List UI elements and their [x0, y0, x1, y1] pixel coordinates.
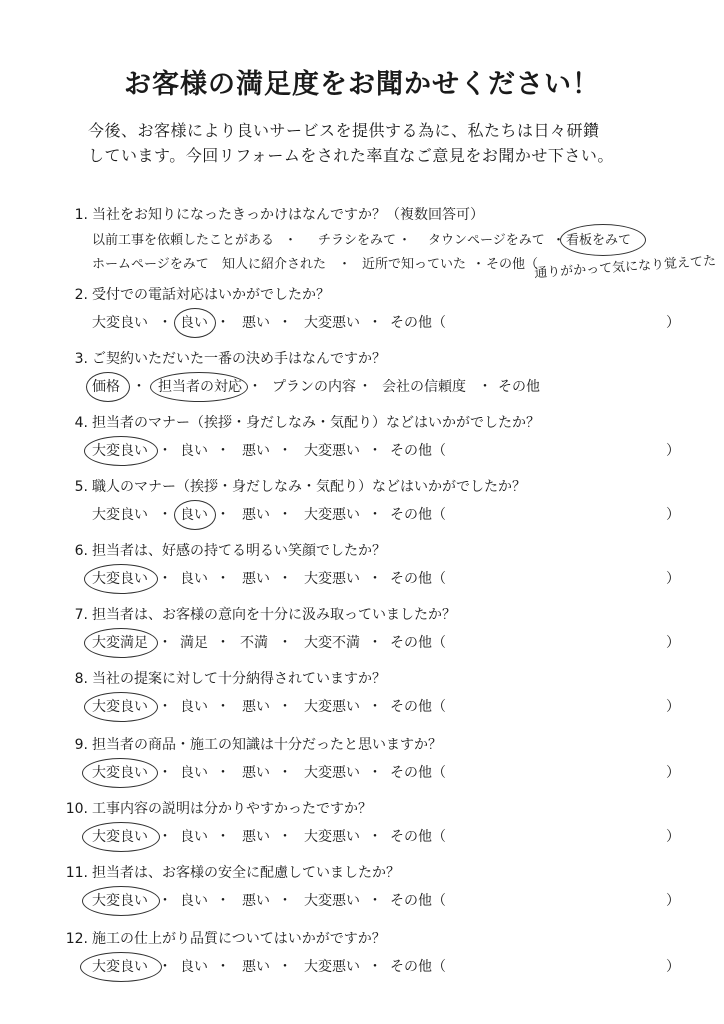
option-very-good[interactable]: 大変良い	[92, 507, 148, 523]
option-signboard[interactable]: 看板をみて	[566, 233, 632, 248]
question-10: 10. 工事内容の説明は分かりやすかったですか？ 大変良い ・ 良い ・ 悪い ・ 大変悪い ・ その他（ ）	[62, 798, 702, 848]
question-9: 9. 担当者の商品・施工の知識は十分だったと思いますか？ 大変良い ・ 良い ・ 悪い ・ 大変悪い ・ その他（ ）	[62, 734, 702, 784]
option-bad[interactable]: 悪い	[242, 443, 270, 459]
option-bad[interactable]: 悪い	[242, 699, 270, 715]
option-very-good[interactable]: 大変良い	[92, 699, 148, 715]
option-bad[interactable]: 悪い	[242, 571, 270, 587]
question-7-options: 大変満足 ・ 満足 ・ 不満 ・ 大変不満 ・ その他（ ）	[92, 632, 702, 654]
question-5: 5. 職人のマナー（挨拶・身だしなみ・気配り）などはいかがでしたか？ 大変良い ・ 良い ・ 悪い ・ 大変悪い ・ その他（ ）	[62, 476, 702, 526]
question-7: 7. 担当者は、お客様の意向を十分に汲み取っていましたか？ 大変満足 ・ 満足 ・ 不満 ・ 大変不満 ・ その他（ ）	[62, 604, 702, 654]
option-other[interactable]: その他（	[486, 257, 539, 272]
option-bad[interactable]: 悪い	[242, 765, 270, 781]
question-1	[62, 204, 717, 282]
question-10-options: 大変良い ・ 良い ・ 悪い ・ 大変悪い ・ その他（ ）	[92, 826, 702, 848]
question-8-options: 大変良い ・ 良い ・ 悪い ・ 大変悪い ・ その他（ ）	[92, 696, 702, 718]
question-12-options: 大変良い ・ 良い ・ 悪い ・ 大変悪い ・ その他（ ）	[92, 956, 702, 978]
option-townpage[interactable]: タウンページをみて	[428, 233, 545, 248]
question-11-options: 大変良い ・ 良い ・ 悪い ・ 大変悪い ・ その他（ ）	[92, 890, 702, 912]
option-satisfied[interactable]: 満足	[180, 635, 208, 651]
handwritten-comment: 通りがかって気になり覚えてた	[533, 253, 717, 282]
option-good[interactable]: 良い	[180, 765, 208, 781]
option-bad[interactable]: 悪い	[242, 507, 270, 523]
question-5-options: 大変良い ・ 良い ・ 悪い ・ 大変悪い ・ その他（ ）	[92, 504, 702, 526]
intro-line-2: しています。今回リフォームをされた率直なご意見をお聞かせ下さい。	[88, 146, 614, 165]
question-3: 3. ご契約いただいた一番の決め手はなんですか？ 価格 ・ 担当者の対応 ・ プランの内容 ・ 会社の信頼度 ・ その他	[62, 348, 702, 398]
question-1-text: 1. 当社をお知りになったきっかけはなんですか？（複数回答可）	[74, 207, 484, 223]
option-bad[interactable]: 悪い	[242, 893, 270, 909]
option-very-bad[interactable]: 大変悪い	[304, 315, 360, 331]
option-trust[interactable]: 会社の信頼度	[382, 379, 466, 395]
option-other[interactable]: その他（	[390, 635, 446, 651]
option-very-good[interactable]: 大変良い	[92, 829, 148, 845]
option-very-bad[interactable]: 大変悪い	[304, 829, 360, 845]
question-6: 6. 担当者は、好感の持てる明るい笑顔でしたか？ 大変良い ・ 良い ・ 悪い ・ 大変悪い ・ その他（ ）	[62, 540, 702, 590]
option-good[interactable]: 良い	[180, 699, 208, 715]
question-6-options: 大変良い ・ 良い ・ 悪い ・ 大変悪い ・ その他（ ）	[92, 568, 702, 590]
option-other[interactable]: その他（	[390, 571, 446, 587]
option-good[interactable]: 良い	[180, 571, 208, 587]
option-bad[interactable]: 悪い	[242, 959, 270, 975]
option-other[interactable]: その他（	[390, 765, 446, 781]
question-9-options: 大変良い ・ 良い ・ 悪い ・ 大変悪い ・ その他（ ）	[92, 762, 702, 784]
option-dissatisfied[interactable]: 不満	[240, 635, 268, 651]
option-very-bad[interactable]: 大変悪い	[304, 893, 360, 909]
option-very-bad[interactable]: 大変悪い	[304, 765, 360, 781]
intro-line-1: 今後、お客様により良いサービスを提供する為に、私たちは日々研鑽	[88, 121, 600, 140]
option-very-good[interactable]: 大変良い	[92, 443, 148, 459]
option-homepage[interactable]: ホームページをみて	[92, 257, 209, 272]
option-very-good[interactable]: 大変良い	[92, 893, 148, 909]
question-2: 2. 受付での電話対応はいかがでしたか？ 大変良い ・ 良い ・ 悪い ・ 大変悪い ・ その他（ ）	[62, 284, 702, 334]
option-plan[interactable]: プランの内容	[272, 379, 356, 395]
option-good[interactable]: 良い	[180, 959, 208, 975]
option-staff-response[interactable]: 担当者の対応	[158, 379, 242, 395]
option-very-good[interactable]: 大変良い	[92, 959, 148, 975]
option-other[interactable]: その他（	[390, 829, 446, 845]
option-other[interactable]: その他（	[390, 315, 446, 331]
option-good[interactable]: 良い	[180, 507, 208, 523]
question-4: 4. 担当者のマナー（挨拶・身だしなみ・気配り）などはいかがでしたか？ 大変良い ・ 良い ・ 悪い ・ 大変悪い ・ その他（ ）	[62, 412, 702, 462]
question-8: 8. 当社の提案に対して十分納得されていますか？ 大変良い ・ 良い ・ 悪い ・ 大変悪い ・ その他（ ）	[62, 668, 702, 718]
option-good[interactable]: 良い	[180, 315, 208, 331]
option-other[interactable]: その他（	[390, 893, 446, 909]
option-very-dissatisfied[interactable]: 大変不満	[304, 635, 360, 651]
option-other[interactable]: その他（	[390, 959, 446, 975]
question-1-options: 以前工事を依頼したことがある ・ チラシをみて ・ タウンページをみて ・ 看板をみて ホームページをみて 知人に紹介された ・ 近所で知っていた ・ その他（ 通りがかって気になり覚えてた	[92, 230, 702, 274]
option-very-bad[interactable]: 大変悪い	[304, 571, 360, 587]
option-very-bad[interactable]: 大変悪い	[304, 443, 360, 459]
option-previous-work[interactable]: 以前工事を依頼したことがある	[92, 233, 275, 248]
option-other[interactable]: その他（	[390, 699, 446, 715]
option-good[interactable]: 良い	[180, 829, 208, 845]
option-very-bad[interactable]: 大変悪い	[304, 507, 360, 523]
option-price[interactable]: 価格	[92, 379, 120, 395]
page-title: お客様の満足度をお聞かせください！	[124, 69, 600, 100]
option-very-good[interactable]: 大変良い	[92, 315, 148, 331]
option-very-bad[interactable]: 大変悪い	[304, 959, 360, 975]
option-bad[interactable]: 悪い	[242, 829, 270, 845]
option-good[interactable]: 良い	[180, 443, 208, 459]
intro-text	[88, 118, 688, 168]
option-very-good[interactable]: 大変良い	[92, 571, 148, 587]
option-other[interactable]: その他（	[390, 443, 446, 459]
option-good[interactable]: 良い	[180, 893, 208, 909]
option-very-good[interactable]: 大変良い	[92, 765, 148, 781]
question-11: 11. 担当者は、お客様の安全に配慮していましたか？ 大変良い ・ 良い ・ 悪い ・ 大変悪い ・ その他（ ）	[62, 862, 702, 912]
option-referral[interactable]: 知人に紹介された	[222, 257, 327, 272]
option-very-satisfied[interactable]: 大変満足	[92, 635, 148, 651]
option-neighborhood[interactable]: 近所で知っていた	[362, 257, 467, 272]
question-2-options: 大変良い ・ 良い ・ 悪い ・ 大変悪い ・ その他（ ）	[92, 312, 702, 334]
option-flyer[interactable]: チラシをみて	[318, 233, 397, 248]
question-4-options: 大変良い ・ 良い ・ 悪い ・ 大変悪い ・ その他（ ）	[92, 440, 702, 462]
option-other[interactable]: その他（	[390, 507, 446, 523]
question-3-options: 価格 ・ 担当者の対応 ・ プランの内容 ・ 会社の信頼度 ・ その他	[92, 376, 702, 398]
option-other[interactable]: その他	[498, 379, 540, 395]
option-bad[interactable]: 悪い	[242, 315, 270, 331]
question-12: 12. 施工の仕上がり品質についてはいかがですか？ 大変良い ・ 良い ・ 悪い ・ 大変悪い ・ その他（ ）	[62, 928, 702, 978]
option-very-bad[interactable]: 大変悪い	[304, 699, 360, 715]
